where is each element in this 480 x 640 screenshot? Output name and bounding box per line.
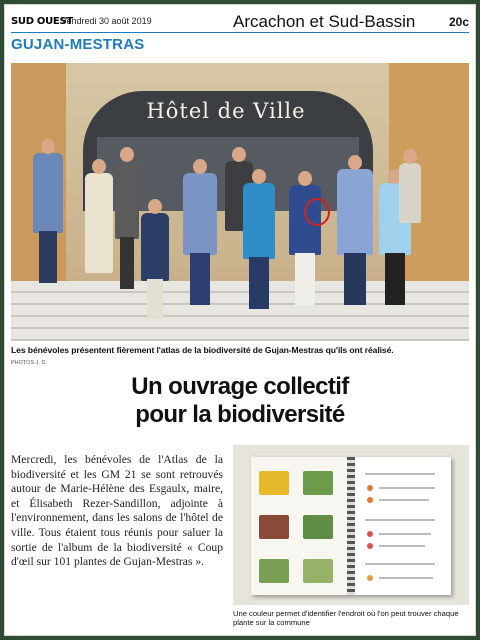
- plant-thumbnail: [303, 471, 333, 495]
- hotel-de-ville-sign: Hôtel de Ville: [146, 99, 306, 123]
- highlight-circle: [304, 198, 330, 226]
- location-color-dot: [367, 531, 373, 537]
- photo-person: [399, 163, 421, 223]
- location-color-dot: [367, 497, 373, 503]
- photo-person: [85, 173, 113, 273]
- photo-person: [243, 183, 275, 259]
- plant-thumbnail: [303, 515, 333, 539]
- location-color-dot: [367, 485, 373, 491]
- section-city: GUJAN-MESTRAS: [11, 36, 145, 53]
- page-number: 20c: [448, 15, 469, 29]
- newspaper-page: [4, 4, 476, 636]
- plant-thumbnail: [303, 559, 333, 583]
- atlas-book-photo: [233, 445, 469, 605]
- book-spiral: [347, 457, 355, 595]
- headline-line-2: pour la biodiversité: [135, 401, 345, 428]
- group-photo: [11, 63, 469, 341]
- photo-person: [337, 169, 373, 255]
- plant-thumbnail: [259, 515, 289, 539]
- book-photo-caption: Une couleur permet d'identifier l'endroit où l'on peut trouver chaque plante sur la commune: [233, 609, 459, 628]
- photo-person: [141, 213, 169, 281]
- issue-date: Vendredi 30 août 2019: [61, 16, 152, 26]
- location-color-dot: [367, 543, 373, 549]
- plant-thumbnail: [259, 471, 289, 495]
- plant-thumbnail: [259, 559, 289, 583]
- photo-caption: Les bénévoles présentent fièrement l'atlas de la biodiversité de Gujan-Mestras qu'ils ont réalisé.: [11, 345, 394, 355]
- photo-person: [183, 173, 217, 255]
- location-color-dot: [367, 575, 373, 581]
- photo-person: [115, 161, 139, 239]
- region-title: Arcachon et Sud-Bassin: [233, 12, 416, 31]
- photo-person: [33, 153, 63, 233]
- photo-credit: PHOTOS J. D.: [11, 360, 47, 366]
- headline-line-1: Un ouvrage collectif: [131, 373, 349, 400]
- section-divider: [11, 32, 469, 33]
- book-left-page: [251, 457, 347, 595]
- brand-logo: SUD OUEST: [11, 16, 73, 27]
- page-header: [11, 11, 469, 33]
- atlas-book: [251, 457, 451, 595]
- article-body: Mercredi, les bénévoles de l'Atlas de la biodiversité et les GM 21 se sont retrouvés autour de Marie-Hélène des Esgaulx, maire, et Élisabeth Rezer-Sandillon, adjointe à l'environnement, dans les salons de l'hôtel de ville. Tous étaient tous réunis pour saluer la sortie de l'album de la biodiversité « Coup d'œil sur 101 plantes de Gujan-Mestras ».: [11, 453, 223, 569]
